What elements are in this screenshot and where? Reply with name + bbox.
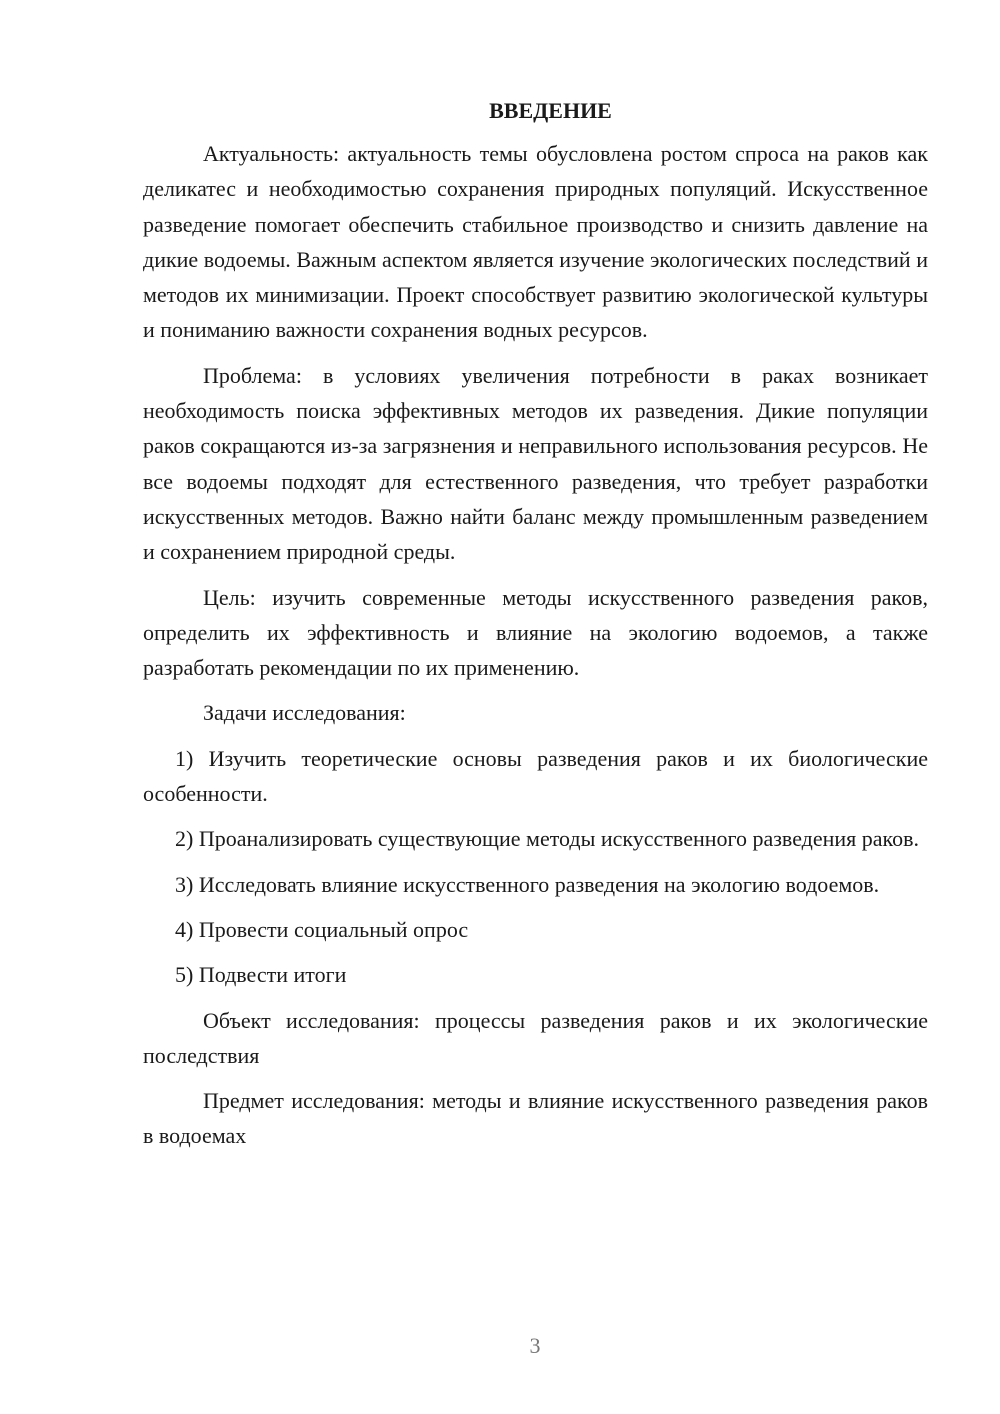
task-item-5: 5) Подвести итоги bbox=[175, 962, 347, 988]
task-item-3: 3) Исследовать влияние искусственного разведения на экологию водоемов. bbox=[175, 871, 880, 897]
relevance-paragraph: Актуальность: актуальность темы обусловлена ростом спроса на раков как деликатес и необходимостью сохранения природных популяций. Искусственное разведение помогает обеспечить стабильное производство и снизить давление на дикие водоемы. Важным аспектом является изучение экологических последствий и методов их минимизации. Проект способствует развитию экологической культуры и пониманию важности сохранения водных ресурсов. bbox=[143, 141, 928, 343]
goal-paragraph: Цель: изучить современные методы искусственного разведения раков, определить их эффективность и влияние на экологию водоемов, а также разработать рекомендации по их применению. bbox=[143, 584, 928, 681]
section-heading: ВВЕДЕНИЕ bbox=[489, 98, 612, 123]
task-item-1: 1) Изучить теоретические основы разведения раков и их биологические особенности. bbox=[143, 745, 928, 807]
task-item-2: 2) Проанализировать существующие методы искусственного разведения раков. bbox=[175, 826, 920, 852]
subject-paragraph: Предмет исследования: методы и влияние искусственного разведения раков в водоемах bbox=[143, 1088, 928, 1149]
document-body bbox=[143, 96, 928, 1164]
page-number: 3 bbox=[529, 1333, 541, 1358]
problem-paragraph: Проблема: в условиях увеличения потребности в раках возникает необходимость поиска эффективных методов их разведения. Дикие популяции раков сокращаются из-за загрязнения и неправильного использования ресурсов. Не все водоемы подходят для естественного разведения, что требует разработки искусственных методов. Важно найти баланс между промышленным разведением и сохранением природной среды. bbox=[143, 362, 928, 565]
object-paragraph: Объект исследования: процессы разведения раков и их экологические последствия bbox=[143, 1007, 928, 1068]
tasks-heading: Задачи исследования: bbox=[203, 700, 406, 726]
task-item-4: 4) Провести социальный опрос bbox=[175, 916, 469, 942]
